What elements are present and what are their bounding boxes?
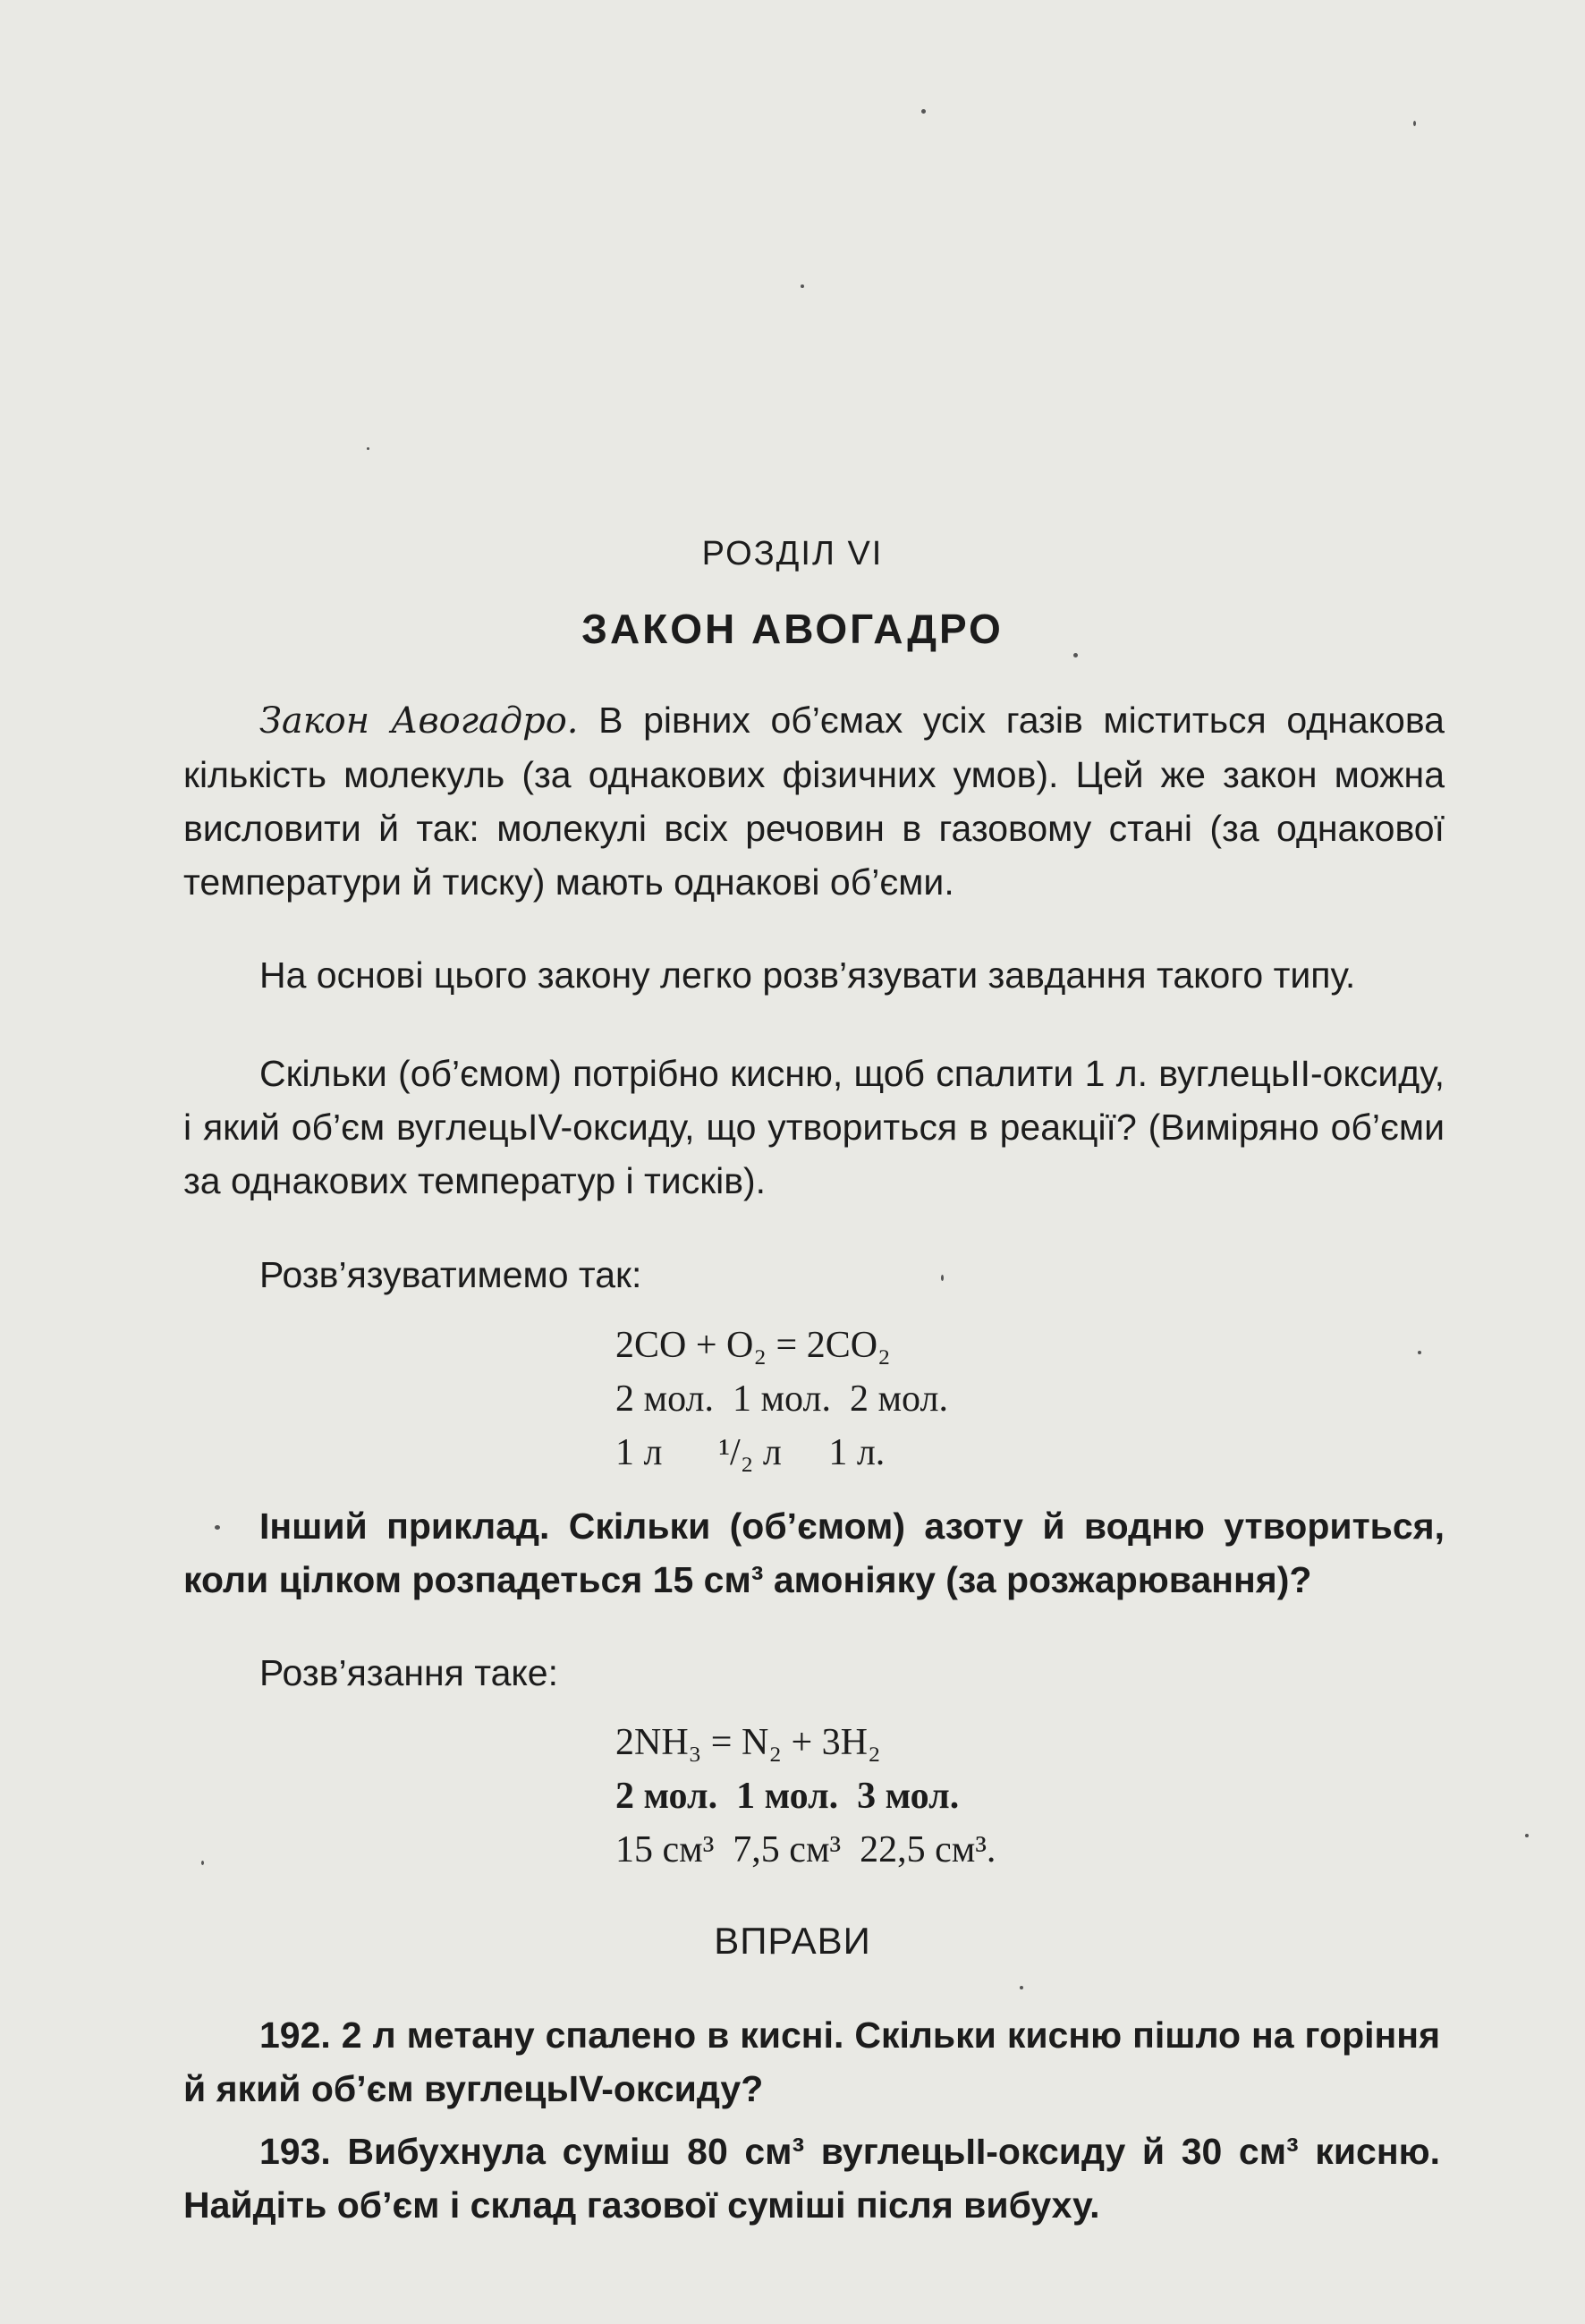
intro-term: Закон Авогадро.: [259, 700, 579, 742]
equation1-formula: 2CO + O₂ = 2CO₂: [615, 1325, 891, 1366]
example2-paragraph: Інший приклад. Скільки (об’ємом) азоту й водню утвориться, коли цілком розпадеться 15 см³ амоніяку (за розжарювання)?: [183, 1506, 1445, 1600]
scan-speck: [201, 1861, 204, 1865]
chapter-title: ЗАКОН АВОГАДРО: [581, 606, 1004, 652]
scan-speck: [801, 284, 804, 288]
scan-speck: [1418, 1351, 1421, 1354]
equation-block-1: [615, 1319, 948, 1480]
equation1-moles: 2 мол. 1 мол. 2 мол.: [615, 1378, 948, 1420]
question1-paragraph: Скільки (об’ємом) потрібно кисню, щоб спалити 1 л. вуглецьII-оксиду, і який об’єм вуглецьIV-оксиду, що утвориться в реакції? (Виміряно об’єми за однакових температур і тисків).: [183, 1053, 1445, 1201]
exercise-192: 192. 2 л метану спалено в кисні. Скільки кисню пішло на горіння й який об’єм вуглецьIV-оксиду?: [183, 2014, 1440, 2109]
intro-paragraph: [183, 693, 1445, 909]
scan-speck: [1020, 1986, 1023, 1989]
exercises-title: ВПРАВИ: [714, 1920, 871, 1962]
solve1-paragraph: Розв’язуватимемо так:: [259, 1254, 642, 1295]
intro-text: В рівних об’ємах усіх газів міститься однакова кількість молекуль (за однакових фізичних умов). Цей же закон можна висловити й так: молекулі всіх речовин в газовому стані (за однакової температури й тиску) мають однакові об’єми.: [183, 700, 1445, 903]
section-label: РОЗДІЛ VI: [701, 535, 884, 573]
equation2-formula: 2NH₃ = N₂ + 3H₂: [615, 1722, 881, 1763]
exercise-193: 193. Вибухнула суміш 80 см³ вуглецьII-оксиду й 30 см³ кисню. Найдіть об’єм і склад газової суміші після вибуху.: [183, 2131, 1440, 2226]
basis-paragraph: На основі цього закону легко розв’язувати завдання такого типу.: [259, 954, 1356, 996]
solve2-paragraph: Розв’язання таке:: [259, 1652, 558, 1693]
scan-speck: [215, 1525, 220, 1530]
scan-speck: [921, 109, 926, 114]
equation1-volumes: 1 л ¹/₂ л 1 л.: [615, 1432, 886, 1473]
scan-speck: [1413, 121, 1416, 126]
equation2-moles: 2 мол. 1 мол. 3 мол.: [615, 1776, 960, 1817]
scan-speck: [1073, 653, 1078, 657]
scan-speck: [367, 447, 369, 450]
equation2-volumes: 15 см³ 7,5 см³ 22,5 см³.: [615, 1829, 996, 1870]
scan-speck: [1525, 1834, 1529, 1837]
scan-speck: [941, 1275, 944, 1281]
equation-block-2: [615, 1716, 996, 1877]
